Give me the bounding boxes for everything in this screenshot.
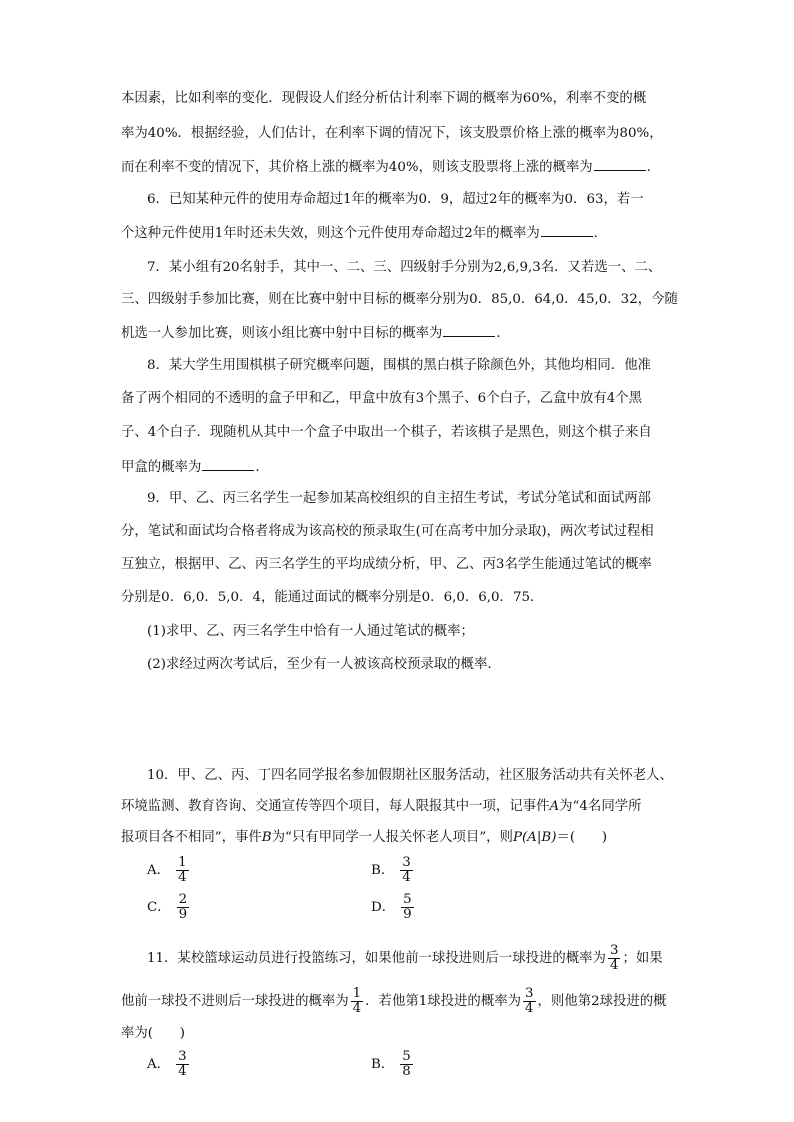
q9-line-4: 分别是0．6,0．5,0．4，能通过面试的概率分别是0．6,0．6,0．75． [121, 590, 544, 605]
fraction: $\frac{1}{4}$ [178, 855, 187, 885]
q11-option-a: A． $\frac{3}{4}$ [147, 1049, 187, 1079]
q8-line-3: 子、4个白子．现随机从其中一个盒子中取出一个棋子，若该棋子是黑色，则这个棋子来自 [121, 425, 652, 440]
fraction: $\frac{3}{4}$ [402, 855, 411, 885]
q9-sub-2: (2)求经过两次考试后，至少有一人被该高校预录取的概率. [147, 657, 492, 672]
fraction: $\frac{1}{4}$ [352, 986, 362, 1016]
q11-line-2: 他前一球投不进则后一球投进的概率为 $\frac{1}{4}$ ．若他第1球投进的概率为 $\frac{3}{4}$ ，则他第2球投进的概 [121, 986, 667, 1016]
q9-line-2: 分，笔试和面试均合格者将成为该高校的预录取生(可在高考中加分录取)，两次考试过程相 [121, 524, 654, 539]
q8-line-2: 备了两个相同的不透明的盒子甲和乙，甲盒中放有3个黑子、6个白子，乙盒中放有4个黑 [121, 391, 643, 406]
q11-line-3: 率为( ) [121, 1026, 186, 1041]
q5-line-1: 本因素，比如利率的变化．现假设人们经分析估计利率下调的概率为60%，利率不变的概 [121, 91, 647, 106]
fraction: $\frac{2}{9}$ [178, 892, 188, 922]
q7-line-3: 机选一人参加比赛，则该小组比赛中射中目标的概率为 . [121, 322, 681, 344]
q9-sub-1: (1)求甲、乙、丙三名学生中恰有一人通过笔试的概率； [147, 624, 474, 639]
q11-option-b: B． $\frac{5}{8}$ [371, 1049, 411, 1079]
q6-line-1: 6．已知某种元件的使用寿命超过1年的概率为0．9，超过2年的概率为0．63，若一 [147, 192, 644, 207]
q10-option-a: A． $\frac{1}{4}$ [147, 855, 187, 885]
q5-line-3: 而在利率不变的情况下，其价格上涨的概率为40%，则该支股票将上涨的概率为 . [121, 156, 681, 178]
q10-line-2: 环境监测、教育咨询、交通宣传等四个项目，每人限报其中一项，记事件A为“4名同学所 [121, 799, 642, 814]
q10-option-b: B． $\frac{3}{4}$ [371, 855, 411, 885]
fraction: $\frac{3}{4}$ [178, 1049, 187, 1079]
answer-blank [202, 456, 254, 471]
q10-line-3: 报项目各不相同”，事件B为“只有甲同学一人报关怀老人项目”，则P(A|B)＝( ) [121, 830, 608, 845]
q9-line-1: 9．甲、乙、丙三名学生一起参加某高校组织的自主招生考试，考试分笔试和面试两部 [147, 491, 651, 506]
fraction: $\frac{5}{9}$ [403, 892, 412, 922]
q11-line-1: 11．某校篮球运动员进行投篮练习，如果他前一球投进则后一球投进的概率为 $\frac{3}{4}$ ；如果 [147, 943, 663, 973]
q8-line-4: 甲盒的概率为 . [121, 456, 681, 478]
q10-option-d: D． $\frac{5}{9}$ [371, 892, 412, 922]
q7-line-1: 7．某小组有20名射手，其中一、二、三、四级射手分别为2,6,9,3名．又若选一、二、 [147, 260, 662, 275]
q6-line-2: 个这种元件使用1年时还未失效，则这个元件使用寿命超过2年的概率为 . [121, 222, 681, 244]
q7-line-2: 三、四级射手参加比赛，则在比赛中射中目标的概率分别为0．85,0．64,0．45,0．32，今随 [121, 292, 678, 307]
fraction: $\frac{3}{4}$ [609, 943, 619, 973]
answer-blank [594, 156, 646, 171]
q10-line-1: 10．甲、乙、丙、丁四名同学报名参加假期社区服务活动，社区服务活动共有关怀老人、 [147, 768, 673, 783]
fraction: $\frac{5}{8}$ [402, 1049, 411, 1079]
fraction: $\frac{3}{4}$ [525, 986, 534, 1016]
q9-line-3: 互独立，根据甲、乙、丙三名学生的平均成绩分析，甲、乙、丙3名学生能通过笔试的概率 [121, 557, 652, 572]
answer-blank [541, 222, 593, 237]
q8-line-1: 8．某大学生用围棋棋子研究概率问题，围棋的黑白棋子除颜色外，其他均相同．他准 [147, 358, 651, 373]
answer-blank [443, 322, 495, 337]
q5-line-2: 率为40%．根据经验，人们估计，在利率下调的情况下，该支股票价格上涨的概率为80%， [121, 126, 663, 141]
q10-option-c: C． $\frac{2}{9}$ [147, 892, 188, 922]
